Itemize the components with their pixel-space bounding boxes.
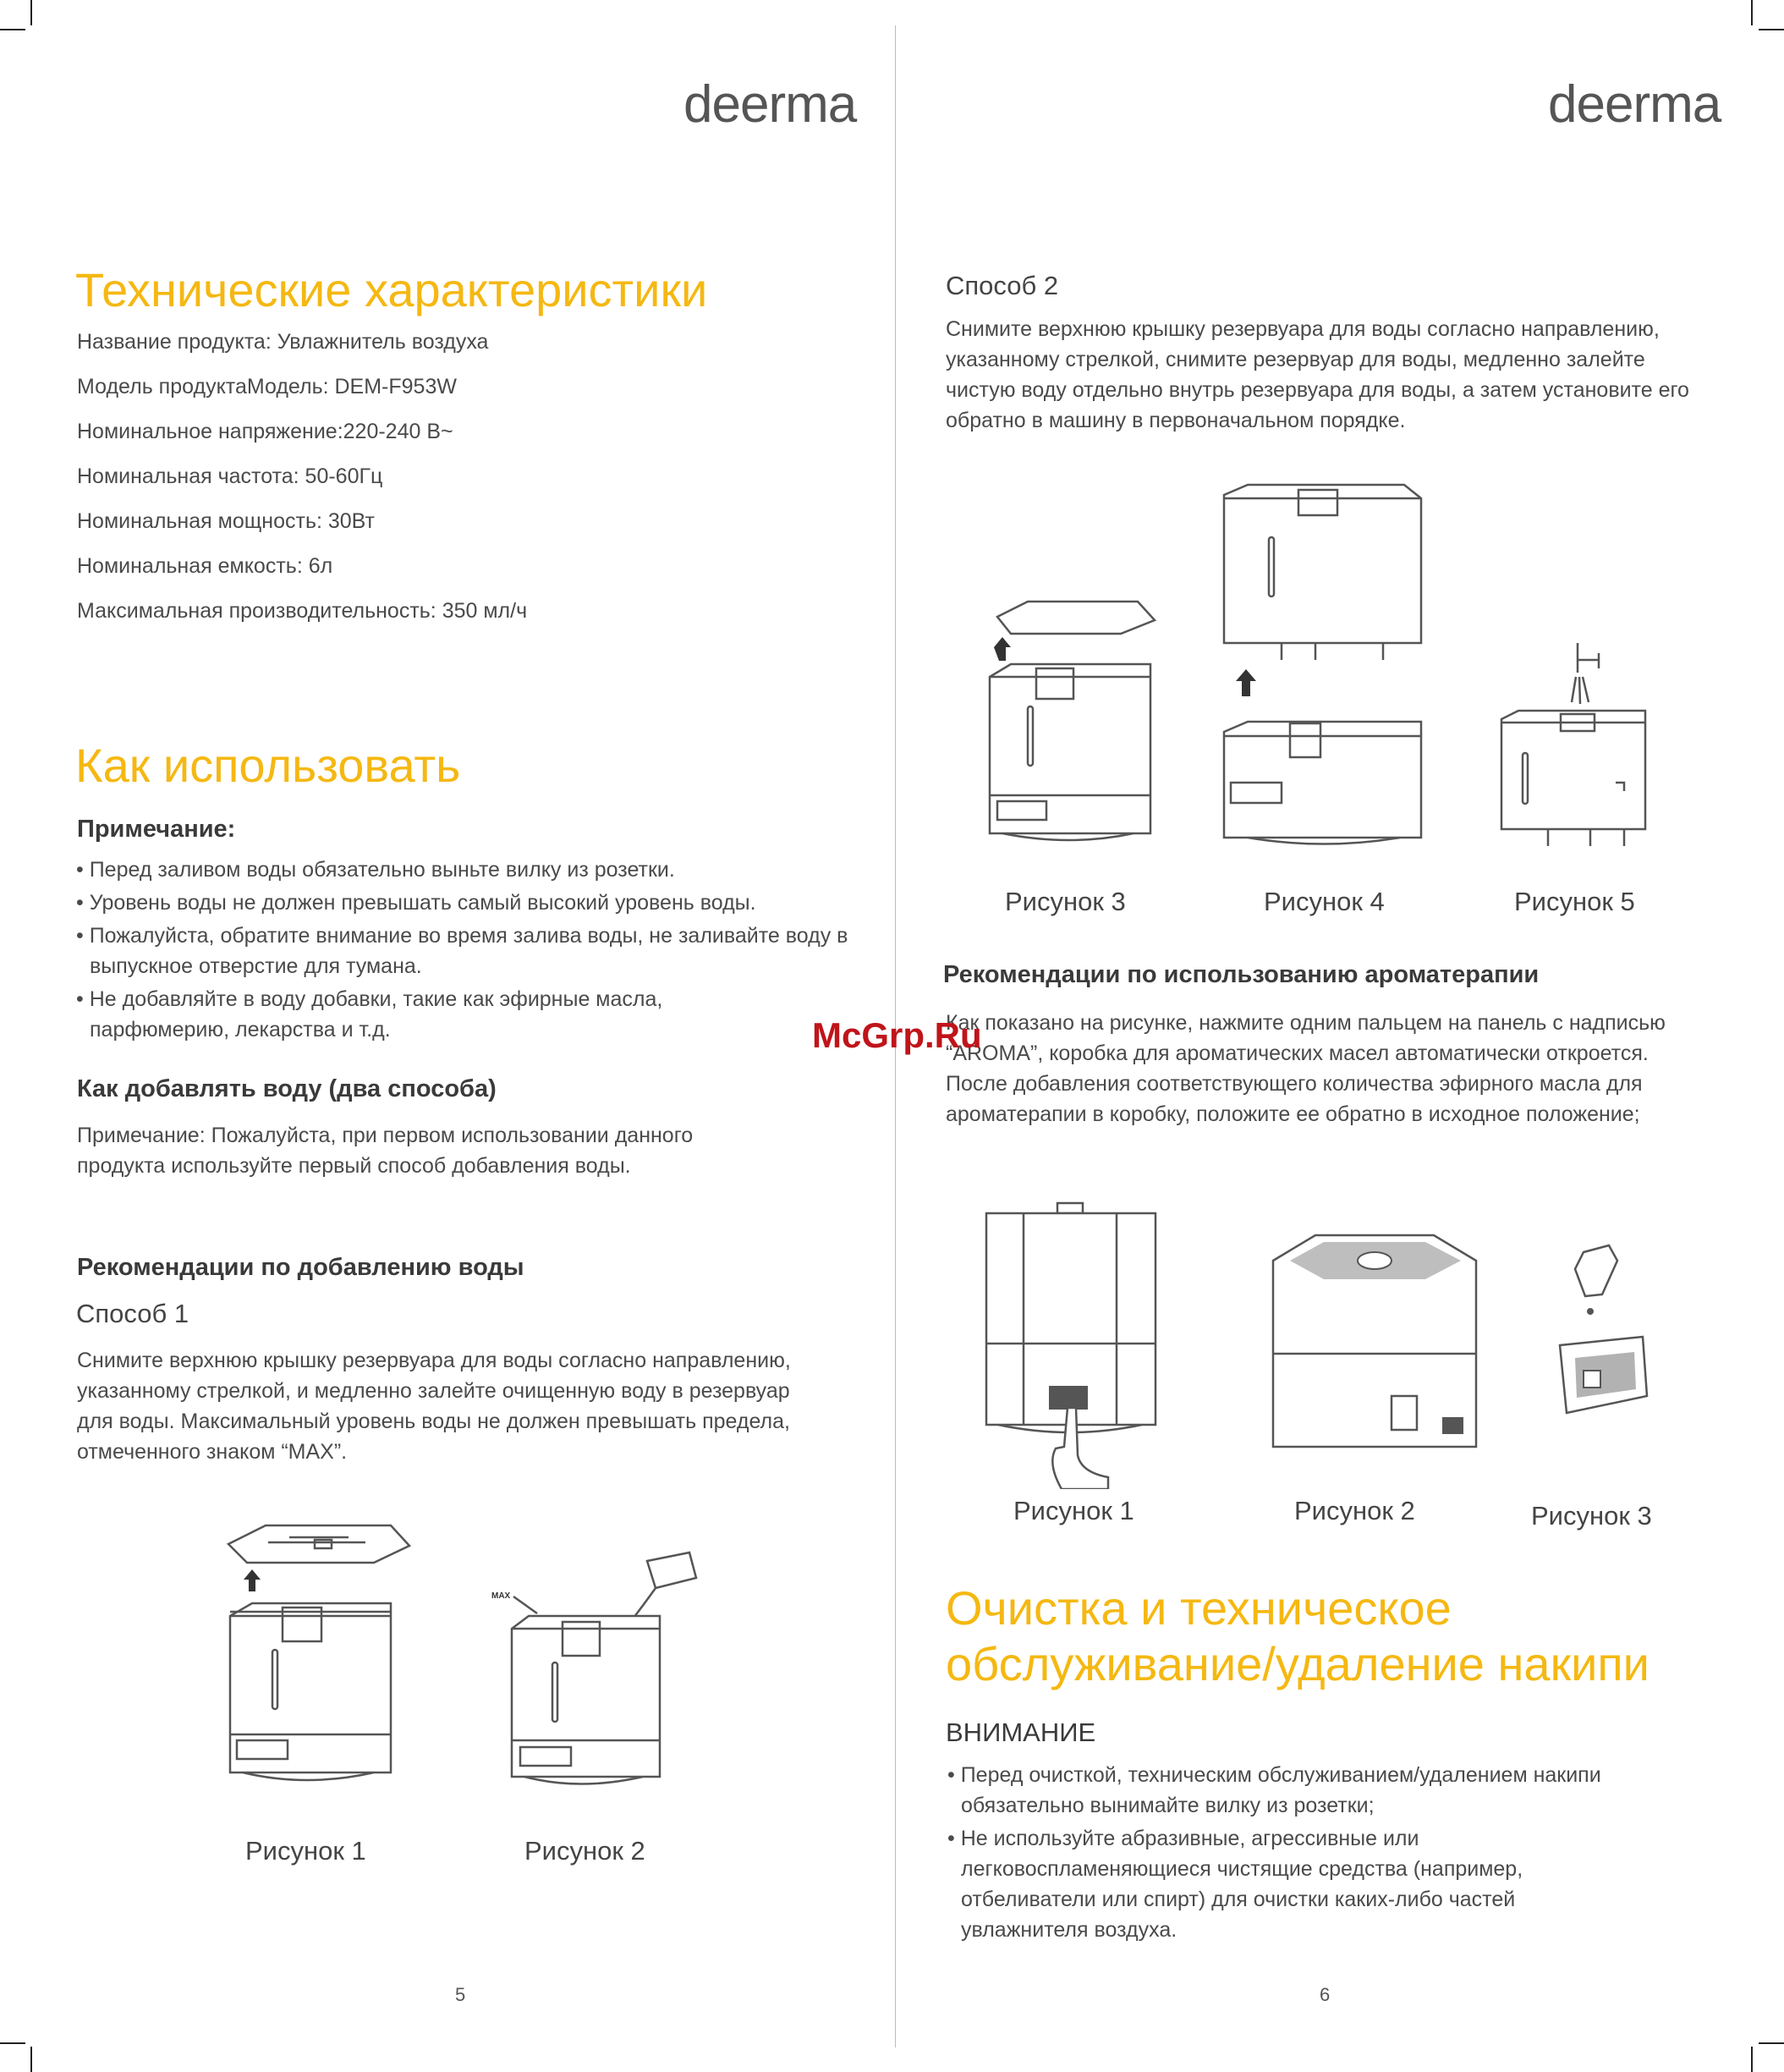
method1-title: Способ 1: [76, 1299, 189, 1328]
attention-list: [946, 1760, 1690, 1948]
aroma-fig1-caption: Рисунок 1: [1013, 1496, 1134, 1525]
aroma-fig2-caption: Рисунок 2: [1294, 1496, 1415, 1525]
notes-list: [74, 855, 853, 1047]
crop-mark: [1759, 2042, 1784, 2044]
crop-mark: [1751, 2047, 1753, 2072]
crop-mark: [30, 2047, 32, 2072]
list-item: • Не используйте абразивные, агрессивные или легковоспламеняющиеся чистящие средства (например, отбеливатели или спирт) для очистки каких-либо частей увлажнителя воздуха.: [946, 1823, 1621, 1945]
fig2-caption: Рисунок 2: [524, 1836, 645, 1866]
spec-line: Номинальная емкость: 6л: [77, 554, 333, 578]
aroma-figure-3-add-oil: [1550, 1244, 1660, 1447]
fig5-caption: Рисунок 5: [1514, 887, 1635, 916]
spec-line: Номинальная мощность: 30Вт: [77, 509, 375, 533]
aroma-text: Как показано на рисунке, нажмите одним пальцем на панель с надписью “AROMA”, коробка для ароматических масел автоматически откроется. После добавления соответствующего количества эфирного масла для ароматерапии в коробку, положите ее обратно в исходное положение;: [946, 1011, 1666, 1126]
list-item: • Уровень воды не должен превышать самый высокий уровень воды.: [74, 888, 853, 918]
recommend-heading: Рекомендации по добавлению воды: [77, 1254, 524, 1281]
fig4-caption: Рисунок 4: [1264, 887, 1385, 916]
fig3-caption: Рисунок 3: [1005, 887, 1126, 916]
figure-3-lid-removed: [985, 596, 1163, 850]
method1-text: Снимите верхнюю крышку резервуара для воды согласно направлению, указанному стрелкой, и медленно залейте очищенную воду в резервуар для воды. Максимальный уровень воды не должен превышать предела, отмеченного знаком “MAX”.: [77, 1349, 791, 1464]
watermark: McGrp.Ru: [812, 1015, 982, 1055]
cleaning-title-line1: Очистка и техническое: [946, 1581, 1452, 1635]
note-heading: Примечание:: [77, 816, 236, 843]
spec-line: Максимальная производительность: 350 мл/ч: [77, 599, 528, 623]
use-title: Как использовать: [75, 739, 461, 792]
brand-logo: [683, 74, 856, 135]
method2-title: Способ 2: [946, 271, 1059, 300]
specs-title: Технические характеристики: [75, 263, 708, 316]
max-label: MAX: [491, 1591, 511, 1601]
page-number-left: 5: [455, 1984, 466, 2005]
aroma-fig3-caption: Рисунок 3: [1531, 1501, 1652, 1531]
spec-line: Номинальная частота: 50-60Гц: [77, 464, 383, 488]
attention-heading: ВНИМАНИЕ: [946, 1718, 1096, 1747]
cleaning-title-line2: обслуживание/удаление накипи: [946, 1637, 1650, 1690]
crop-mark: [0, 2042, 25, 2044]
aroma-heading: Рекомендации по использованию ароматерапии: [943, 961, 1540, 988]
method2-text: Снимите верхнюю крышку резервуара для воды согласно направлению, указанному стрелкой, снимите резервуар для воды, медленно залейте чистую воду отдельно внутрь резервуара для воды, а затем установите его обратно в машину в первоначальном порядке.: [946, 317, 1689, 432]
figure-4-tank-removed: [1214, 478, 1434, 850]
fig1-caption: Рисунок 1: [245, 1836, 366, 1866]
crop-mark: [30, 0, 32, 25]
cleaning-title: [946, 1580, 1650, 1692]
brand-logo-text: deerma: [683, 75, 857, 134]
figure-5-tap-filling: [1497, 635, 1658, 871]
crop-mark: [1759, 29, 1784, 30]
figure-2-filling-water: [486, 1519, 715, 1806]
add-water-heading: Как добавлять воду (два способа): [77, 1075, 497, 1102]
list-item: • Пожалуйста, обратите внимание во время залива воды, не заливайте воду в выпускное отверстие для тумана.: [74, 921, 853, 981]
page-number-right: 6: [1320, 1984, 1331, 2005]
crop-mark: [1751, 0, 1753, 25]
figure-1-humidifier-lid-off: [222, 1519, 416, 1806]
list-item: • Перед очисткой, техническим обслуживанием/удалением накипи обязательно вынимайте вилку из розетки;: [946, 1760, 1690, 1821]
brand-logo: [1548, 74, 1721, 135]
brand-logo-text: deerma: [1548, 75, 1721, 134]
spec-line: Название продукта: Увлажнитель воздуха: [77, 330, 489, 354]
crop-mark: [0, 29, 25, 30]
list-item: • Перед заливом воды обязательно выньте вилку из розетки.: [74, 855, 853, 885]
aroma-figure-2-box-open: [1265, 1227, 1485, 1481]
aroma-figure-1-press-panel: [981, 1201, 1167, 1489]
list-item: • Не добавляйте в воду добавки, такие как эфирные масла, парфюмерию, лекарства и т.д.: [74, 984, 749, 1045]
spec-line: Номинальное напряжение:220-240 В~: [77, 420, 453, 443]
add-water-note: Примечание: Пожалуйста, при первом использовании данного продукта используйте первый способ добавления воды.: [77, 1124, 694, 1178]
spec-line: Модель продуктаМодель: DEM-F953W: [77, 375, 457, 398]
